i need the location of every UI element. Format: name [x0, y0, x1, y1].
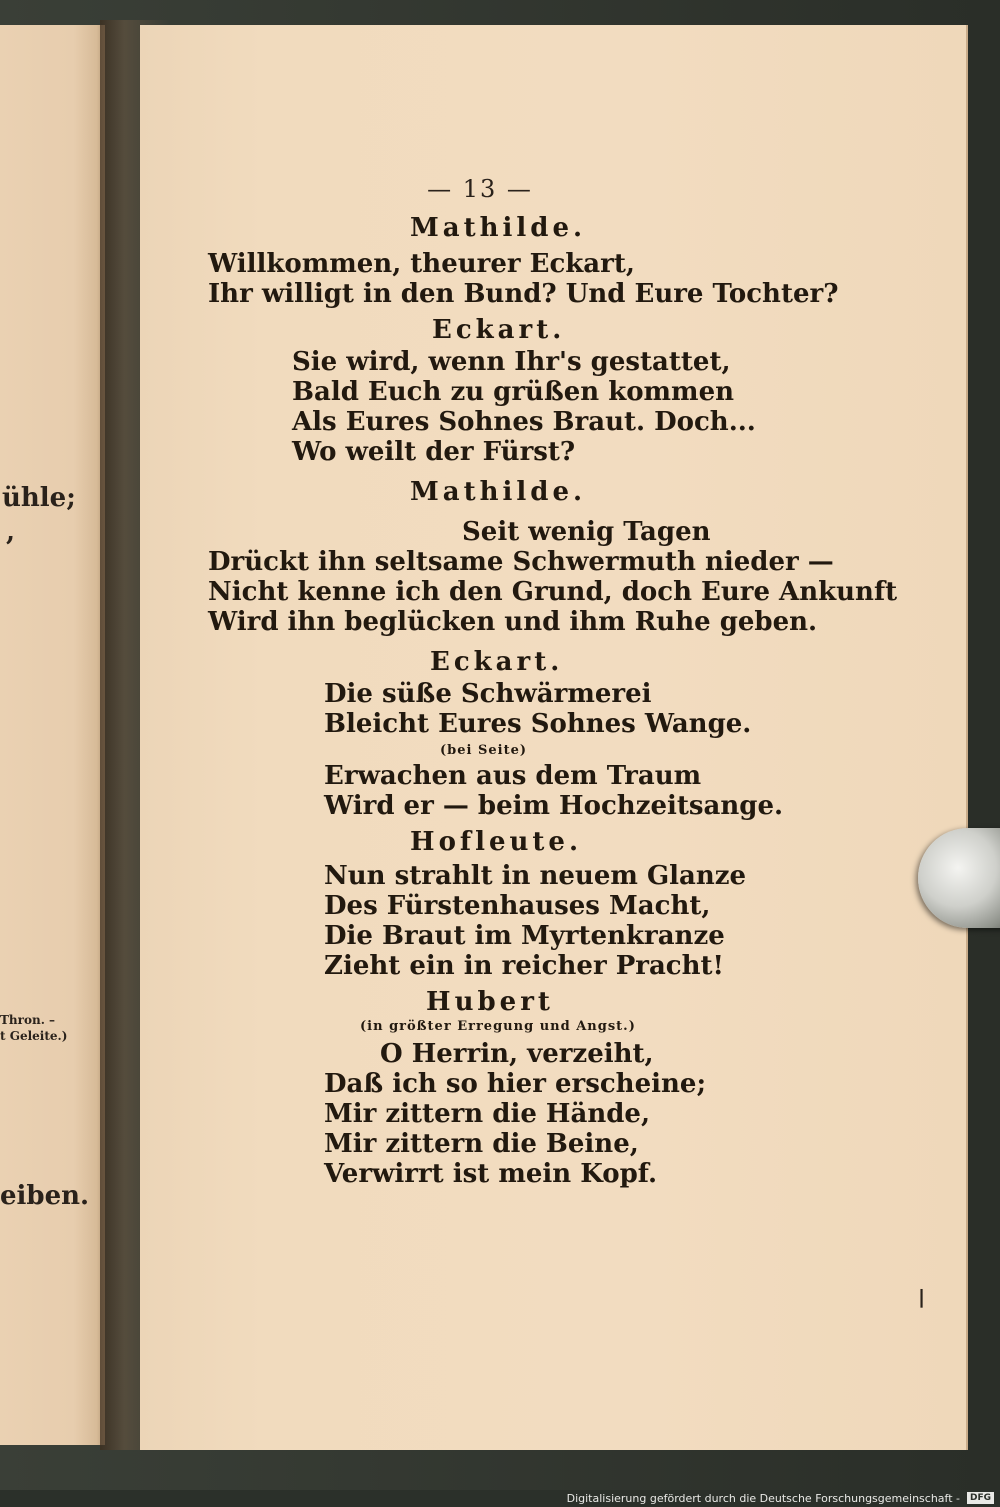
verse-line: O Herrin, verzeiht, — [380, 1039, 654, 1069]
verse-line: Wird er — beim Hochzeitsange. — [324, 791, 784, 821]
verse-line: Als Eures Sohnes Braut. Doch... — [292, 407, 756, 437]
page-number: — 13 — — [427, 175, 533, 203]
left-fragment: Thron. – — [0, 1013, 56, 1027]
speaker-heading: Hofleute. — [410, 827, 583, 857]
verse-line: Die Braut im Myrtenkranze — [324, 921, 725, 951]
verse-line: Nicht kenne ich den Grund, doch Eure Ankunft — [208, 577, 898, 607]
verse-line: Seit wenig Tagen — [462, 517, 711, 547]
verse-line: Verwirrt ist mein Kopf. — [324, 1159, 658, 1189]
previous-page-edge — [0, 25, 105, 1445]
verse-line: Wird ihn beglücken und ihm Ruhe geben. — [208, 607, 818, 637]
verse-line: Die süße Schwärmerei — [324, 679, 652, 709]
speaker-heading: Eckart. — [430, 647, 564, 677]
speaker-heading: Eckart. — [432, 315, 566, 345]
verse-line: Zieht ein in reicher Pracht! — [324, 951, 724, 981]
verse-line: Mir zittern die Beine, — [324, 1129, 639, 1159]
verse-line: Drückt ihn seltsame Schwermuth nieder — — [208, 547, 834, 577]
left-fragment: eiben. — [0, 1181, 90, 1211]
speaker-heading: Mathilde. — [410, 477, 587, 507]
verse-line: Daß ich so hier erscheine; — [324, 1069, 707, 1099]
left-fragment: ühle; — [2, 483, 76, 513]
verse-line: Bleicht Eures Sohnes Wange. — [324, 709, 752, 739]
verse-line: Des Fürstenhauses Macht, — [324, 891, 711, 921]
left-fragment: , — [6, 517, 16, 547]
verse-line: Mir zittern die Hände, — [324, 1099, 651, 1129]
verse-line: Bald Euch zu grüßen kommen — [292, 377, 735, 407]
footer-credit: Digitalisierung gefördert durch die Deutsche Forschungsgemeinschaft - — [566, 1492, 960, 1505]
verse-line: Sie wird, wenn Ihr's gestattet, — [292, 347, 731, 377]
verse-line: Nun strahlt in neuem Glanze — [324, 861, 747, 891]
verse-line: Ihr willigt in den Bund? Und Eure Tochter? — [208, 279, 839, 309]
speaker-heading: Hubert — [426, 987, 554, 1017]
speaker-heading: Mathilde. — [410, 213, 587, 243]
current-page — [140, 25, 968, 1450]
footer-bar — [0, 1490, 1000, 1507]
verse-line: Willkommen, theurer Eckart, — [208, 249, 635, 279]
stage-direction: (bei Seite) — [440, 743, 528, 758]
ink-speck: ❘ — [914, 1287, 930, 1308]
verse-line: Wo weilt der Fürst? — [292, 437, 576, 467]
dfg-logo: DFG — [967, 1492, 994, 1504]
left-fragment: t Geleite.) — [0, 1029, 68, 1043]
verse-line: Erwachen aus dem Traum — [324, 761, 702, 791]
stage-direction: (in größter Erregung und Angst.) — [360, 1019, 636, 1034]
